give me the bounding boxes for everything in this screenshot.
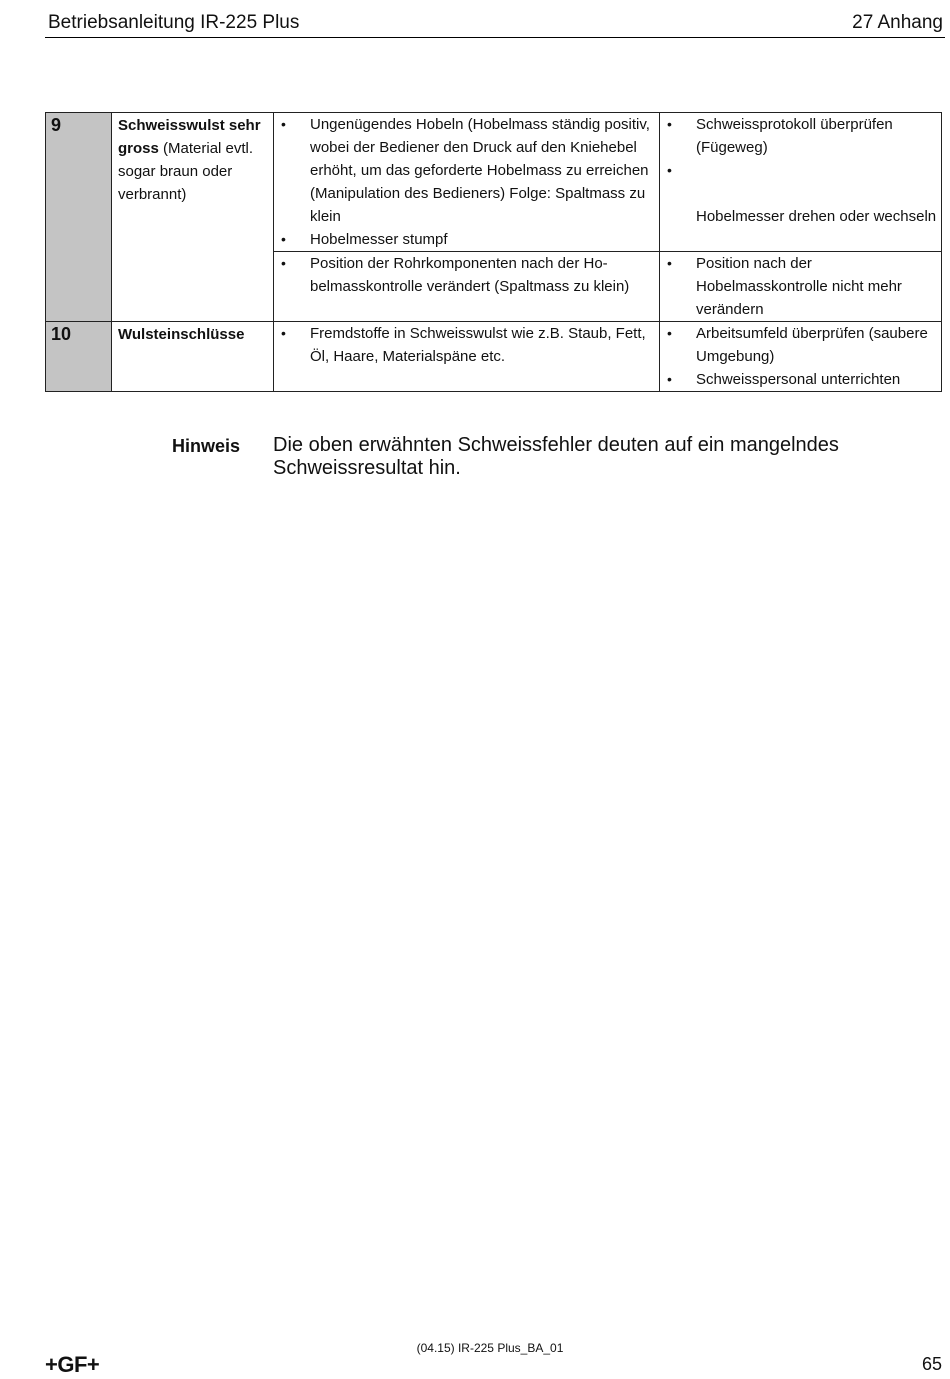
symptom-cell: [112, 113, 274, 322]
table-row: [46, 113, 942, 252]
note-block: [0, 433, 950, 483]
action-cell: [660, 113, 942, 252]
cause-item: • Hobelmesser stumpf: [274, 228, 659, 251]
chapter-title: 27 Anhang: [852, 12, 943, 33]
action-item: • Position nach der Hobelmasskontrolle nicht mehr verändern: [660, 252, 941, 321]
cause-cell: [274, 252, 660, 322]
cause-item: • Position der Rohrkomponenten nach der Ho-belmasskontrolle verändert (Spaltmass zu klein): [274, 252, 659, 298]
note-label: Hinweis: [172, 436, 241, 456]
page-header: [45, 10, 945, 38]
row-number: 9: [46, 113, 112, 322]
symptom-title: Schweisswulst sehr gross: [118, 117, 261, 157]
action-item: • Schweisspersonal unterrichten: [660, 368, 941, 391]
cause-cell: [274, 113, 660, 252]
cause-item: • Ungenügendes Hobeln (Hobelmass ständig positiv, wobei der Bediener den Druck auf den Kniehebel erhöht, um das geforderte Hobelmass zu erreichen (Manipulation des Bedieners) Folge: Spaltmass zu klein: [274, 113, 659, 228]
symptom-detail: (Material evtl. sogar braun oder verbrannt): [118, 140, 254, 203]
row-number: 10: [46, 322, 112, 392]
page-number: 65: [921, 1354, 942, 1374]
note-text: Die oben erwähnten Schweissfehler deuten auf ein mangelndes Schweissresultat hin.: [273, 434, 839, 479]
symptom-cell: [112, 322, 274, 392]
cause-cell: [274, 322, 660, 392]
action-item: • Arbeitsumfeld überprüfen (saubere Umgebung): [660, 322, 941, 368]
action-item: • Schweissprotokoll überprüfen (Fügeweg): [660, 113, 941, 159]
fault-table: [45, 112, 942, 392]
action-cell: [660, 322, 942, 392]
document-code: (04.15) IR-225 Plus_BA_01: [416, 1341, 564, 1355]
document-title: Betriebsanleitung IR-225 Plus: [48, 12, 300, 33]
gf-logo: +GF+: [45, 1352, 100, 1377]
table-row: [46, 322, 942, 392]
action-cell: [660, 252, 942, 322]
cause-item: • Fremdstoffe in Schweisswulst wie z.B. Staub, Fett, Öl, Haare, Materialspäne etc.: [274, 322, 659, 368]
action-item: • Hobelmesser drehen oder wechseln: [660, 159, 941, 228]
symptom-title: Wulsteinschlüsse: [118, 326, 245, 343]
